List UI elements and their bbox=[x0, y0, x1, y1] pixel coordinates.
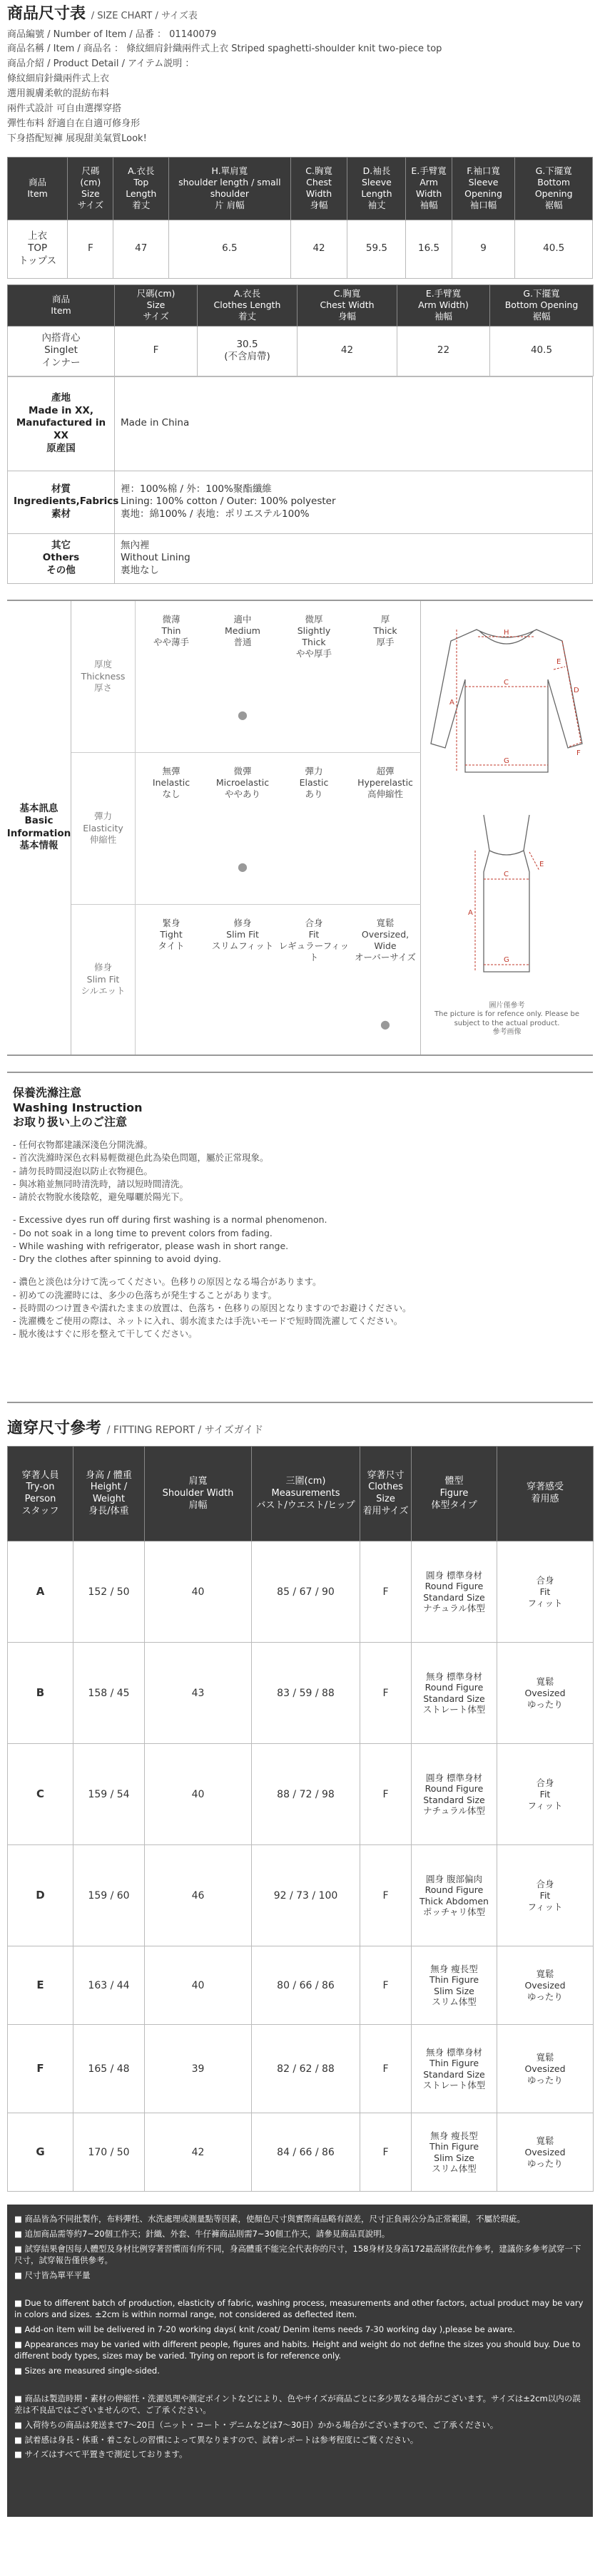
slimfit-option: 緊身 Tight タイト bbox=[158, 917, 185, 952]
header-arm: E.手臂寬 Arm Width) 袖幅 bbox=[397, 284, 490, 326]
header-sleeve-opening: F.袖口寬 Sleeve Opening 袖口幅 bbox=[452, 157, 515, 220]
slimfit-markers bbox=[136, 1017, 421, 1032]
table-row bbox=[8, 220, 593, 278]
top-size-header-row bbox=[8, 157, 593, 220]
header-shoulder: H.單肩寬 shoulder length / small shoulder 片 肩幅 bbox=[169, 157, 291, 220]
header-item: 商品 Item bbox=[8, 157, 68, 220]
cell-feeling: 寬鬆 Ovesized ゆったり bbox=[497, 2025, 594, 2113]
singlet-outline bbox=[484, 815, 529, 972]
cell-feeling: 合身 Fit フィット bbox=[497, 1845, 594, 1946]
cell-shoulder: 40 bbox=[145, 1541, 252, 1643]
washing-title: 保養洗滌注意 Washing Instruction お取り扱い上のご注意 bbox=[13, 1085, 143, 1129]
wash-item: - 長時間のつけ置きや濡れたままの放置は、色落ち・色移りの原因となりますのでお避けください。 bbox=[13, 1302, 412, 1313]
cell-bottom-opening: 40.5 bbox=[515, 220, 593, 278]
thickness-row bbox=[71, 601, 421, 753]
top-measure-letters bbox=[449, 629, 581, 765]
marker bbox=[207, 1017, 278, 1032]
marker bbox=[350, 708, 421, 723]
cell-sleeve: 59.5 bbox=[347, 220, 406, 278]
marker bbox=[350, 860, 421, 875]
table-row bbox=[8, 326, 594, 376]
fitting-title-sub: / FITTING REPORT / サイズガイド bbox=[106, 1424, 264, 1436]
cell-measurements: 92 / 73 / 100 bbox=[252, 1845, 360, 1946]
fit-row bbox=[71, 905, 421, 1054]
cell-height-weight: 152 / 50 bbox=[73, 1541, 145, 1643]
header-bottom-opening: G.下擺寬 Bottom Opening 裾幅 bbox=[515, 157, 593, 220]
cell-item: 內搭背心 Singlet インナー bbox=[8, 326, 115, 376]
slimfit-option: 修身 Slim Fit スリムフィット bbox=[211, 917, 274, 952]
svg-text:H: H bbox=[504, 628, 509, 637]
cell-measurements: 80 / 66 / 86 bbox=[252, 1946, 360, 2025]
material-label: 材質 Ingredients,Fabrics 素材 bbox=[8, 471, 115, 533]
material-value: 裡：100%棉 / 外：100%聚酯纖維 Lining: 100% cotton / Outer: 100% polyester 裏地：綿100% / 表地：ポリエステル100% bbox=[115, 471, 593, 533]
svg-text:E: E bbox=[539, 860, 544, 868]
intro-line: 商品名稱 / Item / 商品名 ： 條紋細肩針織兩件式上衣 Striped spaghetti-shoulder knit two-piece top bbox=[7, 43, 442, 55]
slimfit-label: 修身 Slim Fit シルエット bbox=[71, 905, 136, 1054]
cell-person: D bbox=[8, 1845, 73, 1946]
cell-figure: 無身 瘦長型 Thin Figure Slim Size スリム体型 bbox=[412, 1946, 497, 2025]
product-info-table bbox=[7, 376, 593, 584]
notice-item: ■ Add-on item will be delivered in 7-20 working days( knit /coat/ Denim items needs 7-30 working day ),please be aware. bbox=[14, 2324, 516, 2335]
cell-person: F bbox=[8, 2025, 73, 2113]
fitting-report-title bbox=[7, 1419, 593, 1440]
marker bbox=[136, 708, 207, 723]
header-chest: C.胸寬 Chest Width 身幅 bbox=[298, 284, 397, 326]
header-clothes-size: 穿著尺寸 Clothes Size 着用サイズ bbox=[360, 1447, 412, 1541]
notice-item: ■ Appearances may be varied with different people, figures and habits. Height and weight do not define the sizes you should buy. Due to different body types, sizes may be varied. Trying on report is for reference only. bbox=[14, 2339, 581, 2361]
cell-feeling: 寬鬆 Ovesized ゆったり bbox=[497, 1946, 594, 2025]
cell-bottom-opening: 40.5 bbox=[490, 326, 594, 376]
cell-height-weight: 159 / 60 bbox=[73, 1845, 145, 1946]
svg-text:D: D bbox=[574, 686, 579, 694]
cell-height-weight: 170 / 50 bbox=[73, 2113, 145, 2192]
cell-person: G bbox=[8, 2113, 73, 2192]
cell-person: C bbox=[8, 1744, 73, 1845]
product-intro bbox=[7, 28, 593, 147]
cell-figure: 無身 標準身材 Round Figure Standard Size ストレート体型 bbox=[412, 1643, 497, 1744]
header-bottom-opening: G.下擺寬 Bottom Opening 裾幅 bbox=[490, 284, 594, 326]
table-row bbox=[8, 2113, 594, 2192]
cell-sleeve-opening: 9 bbox=[452, 220, 515, 278]
header-measurements: 三圍(cm) Measurements バスト/ウエスト/ヒップ bbox=[252, 1447, 360, 1541]
garment-diagram-svg bbox=[421, 601, 592, 1000]
header-height-weight: 身高 / 體重 Height / Weight 身長/体重 bbox=[73, 1447, 145, 1541]
basic-info-label: 基本訊息 Basic Information 基本情報 bbox=[7, 601, 71, 1054]
table-row bbox=[8, 1541, 594, 1643]
notice-item: ■ Sizes are measured single-sided. bbox=[14, 2366, 160, 2376]
intro-line: 商品介紹 / Product Detail / アイテム説明 ： bbox=[7, 58, 195, 70]
svg-text:A: A bbox=[449, 698, 454, 707]
inner-size-table bbox=[7, 284, 594, 376]
header-figure: 體型 Figure 体型タイプ bbox=[412, 1447, 497, 1541]
cell-figure: 無身 標準身材 Thin Figure Standard Size ストレート体型 bbox=[412, 2025, 497, 2113]
thickness-option: 微厚 Slightly Thick やや厚手 bbox=[295, 613, 332, 660]
thickness-option: 厚 Thick 厚手 bbox=[373, 613, 397, 648]
intro-line: 彈性布料 舒適自在自適可修身形 bbox=[7, 118, 141, 129]
header-person: 穿著人員 Try-on Person スタッフ bbox=[8, 1447, 73, 1541]
cell-length: 47 bbox=[113, 220, 169, 278]
header-length: A.衣長 Top Length 着丈 bbox=[113, 157, 169, 220]
cell-feeling: 合身 Fit フィット bbox=[497, 1541, 594, 1643]
thickness-label: 厚度 Thickness 厚さ bbox=[71, 601, 136, 752]
svg-text:G: G bbox=[504, 756, 509, 765]
elasticity-option: 彈力 Elastic あり bbox=[299, 765, 329, 800]
svg-text:G: G bbox=[504, 955, 509, 964]
slimfit-option: 寬鬆 Oversized, Wide オーバーサイズ bbox=[355, 917, 416, 963]
size-chart-title bbox=[7, 0, 593, 25]
header-arm: E.手臂寬 Arm Width 袖幅 bbox=[406, 157, 452, 220]
cell-size: F bbox=[115, 326, 198, 376]
elasticity-option: 微彈 Microelastic ややあり bbox=[215, 765, 270, 800]
elasticity-option: 無彈 Inelastic なし bbox=[152, 765, 190, 800]
washing-instruction bbox=[7, 1072, 593, 1403]
diagram-note: 圖片僅參考 The picture is for refence only. Please be subject to the actual product. 參考画像 bbox=[434, 1001, 580, 1037]
fitting-report-table bbox=[7, 1446, 594, 2192]
cell-measurements: 82 / 62 / 88 bbox=[252, 2025, 360, 2113]
cell-height-weight: 165 / 48 bbox=[73, 2025, 145, 2113]
cell-chest: 42 bbox=[290, 220, 347, 278]
wash-item: - 與冰箱並無同時清洗時，請以短時間清洗。 bbox=[13, 1178, 188, 1189]
garment-diagram bbox=[421, 601, 593, 1054]
cell-measurements: 85 / 67 / 90 bbox=[252, 1541, 360, 1643]
singlet-measure-letters bbox=[468, 861, 544, 964]
slimfit-option: 合身 Fit レギュラーフィット bbox=[278, 917, 350, 963]
svg-text:A: A bbox=[468, 908, 473, 917]
top-measure-lines bbox=[457, 630, 582, 772]
material-row bbox=[8, 471, 593, 533]
cell-size: F bbox=[360, 1946, 412, 2025]
cell-figure: 圓身 腹部偏肉 Round Figure Thick Abdomen ポッチャリ体型 bbox=[412, 1845, 497, 1946]
cell-measurements: 83 / 59 / 88 bbox=[252, 1643, 360, 1744]
cell-feeling: 寬鬆 Ovesized ゆったり bbox=[497, 2113, 594, 2192]
table-row bbox=[8, 1744, 594, 1845]
marker-selected: ● bbox=[238, 707, 248, 722]
marker bbox=[278, 1017, 350, 1032]
cell-measurements: 88 / 72 / 98 bbox=[252, 1744, 360, 1845]
cell-person: B bbox=[8, 1643, 73, 1744]
header-item: 商品 Item bbox=[8, 284, 115, 326]
table-row bbox=[8, 2025, 594, 2113]
cell-figure: 圓身 標準身材 Round Figure Standard Size ナチュラル体型 bbox=[412, 1744, 497, 1845]
cell-height-weight: 163 / 44 bbox=[73, 1946, 145, 2025]
cell-size: F bbox=[360, 1845, 412, 1946]
wash-item: - 洗濯機をご使用の際は、ネットに入れ、弱水流または手洗いモードで短時間洗濯してください。 bbox=[13, 1315, 403, 1327]
cell-measurements: 84 / 66 / 86 bbox=[252, 2113, 360, 2192]
table-row bbox=[8, 1643, 594, 1744]
intro-line: 下身搭配短褲 展現甜美氣質Look! bbox=[7, 133, 147, 144]
cell-feeling: 合身 Fit フィット bbox=[497, 1744, 594, 1845]
cell-item: 上衣 TOP トップス bbox=[8, 220, 68, 278]
header-size: 尺碼(cm) Size サイズ bbox=[115, 284, 198, 326]
notice-item: ■ Due to different batch of production, elasticity of fabric, washing process, measurements and other factors, actual product may be vary in colors and sizes. ±2cm is within normal range, not considered as deflected item. bbox=[14, 2297, 584, 2320]
cell-feeling: 寬鬆 Ovesized ゆったり bbox=[497, 1643, 594, 1744]
basic-info-grid bbox=[71, 601, 421, 1054]
elasticity-option: 超彈 Hyperelastic 高伸縮性 bbox=[357, 765, 413, 800]
other-label: 其它 Others その他 bbox=[8, 533, 115, 583]
notice-item: ■ 商品皆為不同批製作，布料彈性、水洗處理或測量點等因素，使顏色尺寸與實際商品略有誤差，尺寸正負兩公分為正常範圍，不屬於瑕疵。 bbox=[14, 2214, 526, 2225]
basic-information bbox=[7, 600, 593, 1056]
wash-item: - While washing with refrigerator, please wash in short range. bbox=[13, 1240, 289, 1251]
fitting-header-row bbox=[8, 1447, 594, 1541]
marker bbox=[136, 1017, 207, 1032]
other-value: 無內裡 Without Lining 裏地なし bbox=[115, 533, 593, 583]
wash-item: - Excessive dyes run off during first washing is a normal phenomenon. bbox=[13, 1214, 327, 1226]
cell-arm: 16.5 bbox=[406, 220, 452, 278]
marker bbox=[136, 860, 207, 875]
marker-selected: ● bbox=[380, 1017, 390, 1031]
header-size: 尺碼 (cm) Size サイズ bbox=[68, 157, 113, 220]
cell-shoulder: 40 bbox=[145, 1946, 252, 2025]
cell-height-weight: 159 / 54 bbox=[73, 1744, 145, 1845]
cell-size: F bbox=[68, 220, 113, 278]
thickness-option: 適中 Medium 普通 bbox=[225, 613, 260, 648]
notice-item: ■ 追加商品需等約7~20個工作天；針織、外套、牛仔褲商品則需7~30個工作天，請參見商品頁說明。 bbox=[14, 2228, 390, 2239]
top-size-table bbox=[7, 157, 593, 279]
fitting-title-main: 適穿尺寸參考 bbox=[7, 1419, 102, 1437]
marker bbox=[278, 860, 350, 875]
cell-shoulder: 46 bbox=[145, 1845, 252, 1946]
elasticity-row bbox=[71, 753, 421, 905]
origin-label: 產地 Made in XX, Manufactured in XX 原産国 bbox=[8, 376, 115, 471]
cell-arm: 22 bbox=[397, 326, 490, 376]
wash-item: - 脱水後はすぐに形を整えて干してください。 bbox=[13, 1328, 198, 1340]
wash-item: - 請於衣物脫水後陰乾，避免曝曬於陽光下。 bbox=[13, 1191, 188, 1203]
header-shoulder: 肩寬 Shoulder Width 肩幅 bbox=[145, 1447, 252, 1541]
cell-length: 30.5 (不含肩帶) bbox=[198, 326, 298, 376]
intro-line: 條紋細肩針織兩件式上衣 bbox=[7, 73, 110, 85]
cell-shoulder: 42 bbox=[145, 2113, 252, 2192]
header-feeling: 穿著感受 着用感 bbox=[497, 1447, 594, 1541]
notice-item: ■ 入荷待ちの商品は発送まで7～20日（ニット・コート・デニムなどは7～30日）かかる場合がございますので、ご了承ください。 bbox=[14, 2420, 499, 2431]
cell-size: F bbox=[360, 1643, 412, 1744]
svg-text:F: F bbox=[576, 749, 581, 757]
cell-person: E bbox=[8, 1946, 73, 2025]
cell-size: F bbox=[360, 1541, 412, 1643]
intro-line: 選用親膚柔軟的混紡布料 bbox=[7, 88, 110, 100]
notice-item: ■ サイズはすべて平置きで測定しております。 bbox=[14, 2449, 188, 2460]
svg-text:C: C bbox=[504, 678, 509, 687]
notice-item: ■ 試着感は身長・体重・着こなしの習慣によって異なりますので、試着レポートは参考程度にご覧ください。 bbox=[14, 2434, 419, 2445]
header-chest: C.胸寬 Chest Width 身幅 bbox=[290, 157, 347, 220]
wash-item: - 請勿長時間浸泡以防止衣物褪色。 bbox=[13, 1165, 153, 1176]
notice-item: ■ 商品は製造時期・素材の伸縮性・洗濯処理や測定ポイントなどにより、色やサイズが商品ごとに多少異なる場合がございます。サイズは±2cm以内の誤差は不良品ではございませんので、ご了承ください。 bbox=[14, 2393, 581, 2416]
origin-row bbox=[8, 376, 593, 471]
inner-size-header-row bbox=[8, 284, 594, 326]
table-row bbox=[8, 1845, 594, 1946]
elasticity-markers bbox=[136, 860, 421, 875]
table-row bbox=[8, 1946, 594, 2025]
header-sleeve: D.袖長 Sleeve Length 袖丈 bbox=[347, 157, 406, 220]
cell-size: F bbox=[360, 2113, 412, 2192]
cell-person: A bbox=[8, 1541, 73, 1643]
intro-line: 商品編號 / Number of Item / 品番 ： 01140079 bbox=[7, 29, 217, 40]
elasticity-label: 彈力 Elasticity 伸縮性 bbox=[71, 753, 136, 904]
thickness-option: 微薄 Thin やや薄手 bbox=[153, 613, 189, 648]
svg-text:C: C bbox=[504, 870, 509, 878]
origin-value: Made in China bbox=[115, 376, 593, 471]
other-row bbox=[8, 533, 593, 583]
wash-item: - 任何衣物都建議深淺色分開洗滌。 bbox=[13, 1139, 153, 1151]
notice-item: ■ 尺寸皆為單平平量 bbox=[14, 2270, 91, 2280]
header-length: A.衣長 Clothes Length 着丈 bbox=[198, 284, 298, 326]
wash-item: - 首次洗滌時深色衣料易輕微褪色此為染色問題，屬於正常現象。 bbox=[13, 1152, 269, 1164]
thickness-markers bbox=[136, 708, 421, 723]
cell-shoulder: 43 bbox=[145, 1643, 252, 1744]
wash-item: - 濃色と淡色は分けて洗ってください。色移りの原因となる場合があります。 bbox=[13, 1276, 322, 1288]
size-chart-title-sub: / SIZE CHART / サイズ表 bbox=[91, 11, 198, 21]
cell-shoulder: 39 bbox=[145, 2025, 252, 2113]
marker bbox=[278, 708, 350, 723]
intro-line: 兩件式設計 可自由選擇穿搭 bbox=[7, 103, 122, 115]
notice-item: ■ 試穿結果會因每人體型及身材比例穿著習慣而有所不同，身高體重不能完全代表你的尺寸，158身材及身高172最高將依此作參考，建議你多參考試穿一下尺寸，試穿報告僅供參考。 bbox=[14, 2243, 581, 2266]
wash-item: - Do not soak in a long time to prevent colors from fading. bbox=[13, 1227, 273, 1238]
cell-shoulder: 40 bbox=[145, 1744, 252, 1845]
cell-shoulder: 6.5 bbox=[169, 220, 291, 278]
marker-selected: ● bbox=[238, 859, 248, 873]
cell-size: F bbox=[360, 1744, 412, 1845]
cell-figure: 無身 瘦長型 Thin Figure Slim Size スリム体型 bbox=[412, 2113, 497, 2192]
cell-height-weight: 158 / 45 bbox=[73, 1643, 145, 1744]
wash-item: - Dry the clothes after spinning to avoid dying. bbox=[13, 1253, 221, 1265]
wash-item: - 初めての洗濯時には、多少の色落ちが発生することがあります。 bbox=[13, 1289, 277, 1300]
cell-figure: 圓身 標準身材 Round Figure Standard Size ナチュラル体型 bbox=[412, 1541, 497, 1643]
cell-chest: 42 bbox=[298, 326, 397, 376]
size-chart-title-main: 商品尺寸表 bbox=[7, 5, 86, 23]
svg-text:E: E bbox=[556, 657, 561, 666]
cell-size: F bbox=[360, 2025, 412, 2113]
notice-box bbox=[7, 2205, 593, 2517]
washing-list bbox=[13, 1139, 587, 1341]
